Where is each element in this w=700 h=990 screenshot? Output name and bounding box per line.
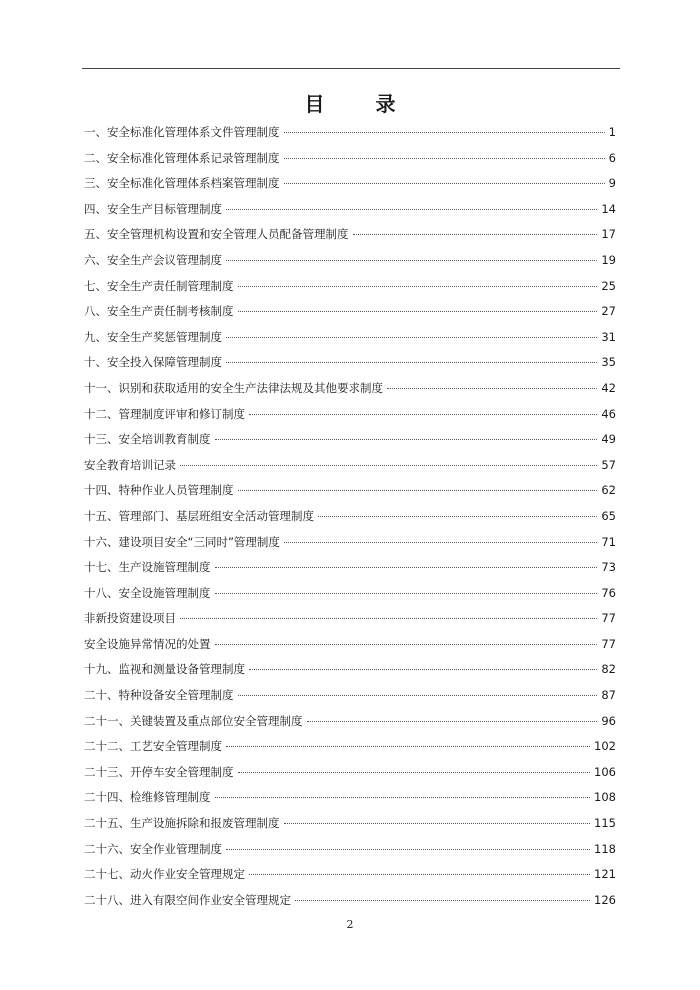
page-title: 目 录 <box>304 92 418 116</box>
toc-entry-label: 二十四、检维修管理制度 <box>84 790 211 805</box>
toc-entry-label: 十五、管理部门、基层班组安全活动管理制度 <box>84 508 314 523</box>
toc-entry-page: 102 <box>594 739 616 754</box>
toc-dot-leader <box>226 746 590 747</box>
toc-entry-page: 106 <box>594 764 616 779</box>
toc-dot-leader <box>387 388 597 389</box>
toc-dot-leader <box>249 874 590 875</box>
toc-entry-page: 42 <box>601 380 616 395</box>
toc-entry-page: 57 <box>601 457 616 472</box>
toc-dot-leader <box>307 721 598 722</box>
toc-entry-label: 二十三、开停车安全管理制度 <box>84 764 234 779</box>
toc-entry-page: 35 <box>601 355 616 370</box>
toc-entry-label: 四、安全生产目标管理制度 <box>84 201 222 216</box>
toc-entry[interactable] <box>84 278 616 304</box>
toc-entry-page: 87 <box>601 688 616 703</box>
toc-dot-leader <box>238 286 598 287</box>
toc-dot-leader <box>249 414 597 415</box>
toc-entry-page: 19 <box>601 252 616 267</box>
toc-entry-label: 二十二、工艺安全管理制度 <box>84 739 222 754</box>
toc-dot-leader <box>215 439 598 440</box>
toc-entry-page: 49 <box>601 432 616 447</box>
toc-entry[interactable] <box>84 764 616 790</box>
toc-dot-leader <box>284 542 597 543</box>
toc-entry[interactable] <box>84 226 616 252</box>
toc-entry-page: 31 <box>601 329 616 344</box>
toc-entry[interactable] <box>84 150 616 176</box>
toc-dot-leader <box>226 337 597 338</box>
toc-entry-label: 八、安全生产责任制考核制度 <box>84 304 234 319</box>
table-of-contents <box>84 124 616 917</box>
toc-entry-label: 十九、监视和测量设备管理制度 <box>84 662 245 677</box>
toc-entry-label: 十八、安全设施管理制度 <box>84 585 211 600</box>
toc-dot-leader <box>180 618 597 619</box>
toc-entry[interactable] <box>84 457 616 483</box>
toc-entry-label: 二十六、安全作业管理制度 <box>84 841 222 856</box>
toc-entry-label: 二十五、生产设施拆除和报废管理制度 <box>84 816 280 831</box>
toc-dot-leader <box>353 234 598 235</box>
toc-entry-label: 五、安全管理机构设置和安全管理人员配备管理制度 <box>84 227 349 242</box>
toc-entry[interactable] <box>84 559 616 585</box>
toc-entry-label: 九、安全生产奖惩管理制度 <box>84 329 222 344</box>
toc-entry-label: 二十一、关键装置及重点部位安全管理制度 <box>84 713 303 728</box>
toc-entry-page: 27 <box>601 304 616 319</box>
toc-entry-page: 73 <box>601 560 616 575</box>
toc-dot-leader <box>238 490 598 491</box>
toc-entry[interactable] <box>84 585 616 611</box>
toc-dot-leader <box>284 183 605 184</box>
toc-dot-leader <box>226 260 597 261</box>
toc-entry-label: 二十八、进入有限空间作业安全管理规定 <box>84 892 291 907</box>
toc-entry[interactable] <box>84 841 616 867</box>
toc-entry-label: 六、安全生产会议管理制度 <box>84 252 222 267</box>
toc-entry-label: 非新投资建设项目 <box>84 611 176 626</box>
toc-entry-label: 十四、特种作业人员管理制度 <box>84 483 234 498</box>
toc-entry-page: 82 <box>601 662 616 677</box>
toc-entry-label: 安全教育培训记录 <box>84 457 176 472</box>
toc-entry-label: 十、安全投入保障管理制度 <box>84 355 222 370</box>
toc-entry[interactable] <box>84 789 616 815</box>
toc-entry[interactable] <box>84 738 616 764</box>
toc-entry[interactable] <box>84 892 616 918</box>
toc-entry-label: 十六、建设项目安全“三同时”管理制度 <box>84 534 280 549</box>
toc-entry[interactable] <box>84 713 616 739</box>
toc-entry-label: 七、安全生产责任制管理制度 <box>84 278 234 293</box>
toc-dot-leader <box>284 132 605 133</box>
toc-entry-page: 14 <box>601 201 616 216</box>
toc-entry[interactable] <box>84 610 616 636</box>
toc-entry[interactable] <box>84 482 616 508</box>
toc-dot-leader <box>215 567 598 568</box>
toc-entry-page: 115 <box>594 816 616 831</box>
toc-dot-leader <box>238 772 591 773</box>
toc-entry-page: 17 <box>601 227 616 242</box>
toc-entry[interactable] <box>84 329 616 355</box>
toc-dot-leader <box>249 669 597 670</box>
toc-dot-leader <box>215 593 598 594</box>
toc-entry[interactable] <box>84 354 616 380</box>
toc-dot-leader <box>284 823 591 824</box>
toc-dot-leader <box>284 158 605 159</box>
toc-entry-label: 二、安全标准化管理体系记录管理制度 <box>84 150 280 165</box>
toc-entry[interactable] <box>84 431 616 457</box>
toc-entry[interactable] <box>84 866 616 892</box>
toc-entry-page: 121 <box>594 867 616 882</box>
toc-dot-leader <box>226 209 597 210</box>
toc-entry-label: 二十七、动火作业安全管理规定 <box>84 867 245 882</box>
toc-entry-page: 71 <box>601 534 616 549</box>
toc-entry[interactable] <box>84 406 616 432</box>
header-rule <box>82 68 620 69</box>
toc-dot-leader <box>238 311 598 312</box>
toc-entry-page: 6 <box>608 150 616 165</box>
toc-entry[interactable] <box>84 252 616 278</box>
toc-entry-label: 十七、生产设施管理制度 <box>84 560 211 575</box>
toc-entry-page: 126 <box>594 892 616 907</box>
toc-entry[interactable] <box>84 380 616 406</box>
toc-entry-page: 25 <box>601 278 616 293</box>
toc-entry-page: 118 <box>594 841 616 856</box>
toc-entry-page: 9 <box>608 176 616 191</box>
toc-dot-leader <box>238 695 598 696</box>
toc-dot-leader <box>295 900 590 901</box>
toc-dot-leader <box>226 849 590 850</box>
toc-dot-leader <box>215 797 591 798</box>
toc-dot-leader <box>215 644 598 645</box>
toc-entry[interactable] <box>84 303 616 329</box>
toc-entry-page: 1 <box>608 125 616 139</box>
toc-entry[interactable] <box>84 534 616 560</box>
toc-entry-page: 62 <box>601 483 616 498</box>
toc-entry-page: 65 <box>601 508 616 523</box>
toc-entry-page: 108 <box>594 790 616 805</box>
toc-entry[interactable] <box>84 175 616 201</box>
toc-entry[interactable] <box>84 636 616 662</box>
toc-entry-label: 十三、安全培训教育制度 <box>84 432 211 447</box>
toc-entry[interactable] <box>84 815 616 841</box>
toc-entry-label: 三、安全标准化管理体系档案管理制度 <box>84 176 280 191</box>
toc-dot-leader <box>318 516 597 517</box>
footer-page-number: 2 <box>346 918 354 931</box>
toc-entry-label: 一、安全标准化管理体系文件管理制度 <box>84 125 280 139</box>
toc-dot-leader <box>180 465 597 466</box>
toc-entry[interactable] <box>84 661 616 687</box>
toc-entry-page: 77 <box>601 611 616 626</box>
toc-entry-page: 96 <box>601 713 616 728</box>
toc-dot-leader <box>226 362 597 363</box>
toc-entry-page: 77 <box>601 636 616 651</box>
toc-entry-label: 十一、识别和获取适用的安全生产法律法规及其他要求制度 <box>84 380 383 395</box>
toc-entry[interactable] <box>84 201 616 227</box>
toc-entry-page: 46 <box>601 406 616 421</box>
toc-entry-label: 二十、特种设备安全管理制度 <box>84 688 234 703</box>
toc-entry-label: 安全设施异常情况的处置 <box>84 636 211 651</box>
toc-entry[interactable] <box>84 508 616 534</box>
toc-entry[interactable] <box>84 124 616 150</box>
toc-entry-label: 十二、管理制度评审和修订制度 <box>84 406 245 421</box>
toc-entry-page: 76 <box>601 585 616 600</box>
toc-entry[interactable] <box>84 687 616 713</box>
